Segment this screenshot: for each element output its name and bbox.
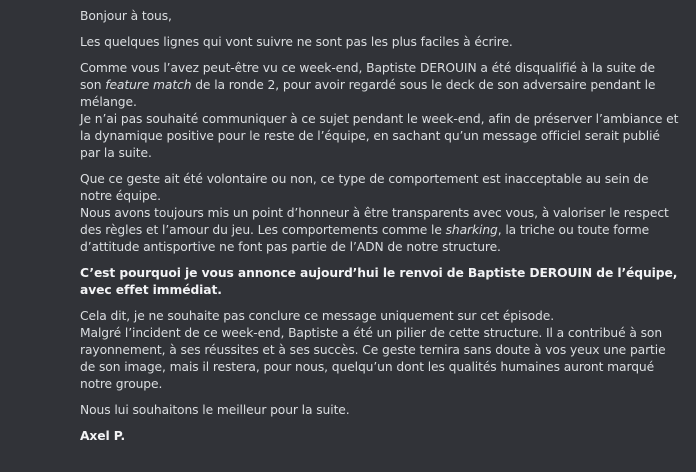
tribute-text-a: Cela dit, je ne souhaite pas conclure ce message uniquement sur cet épisode. [80,309,555,323]
greeting-text: Bonjour à tous, [80,9,172,23]
sharking-emphasis: sharking [445,223,498,237]
tribute-text-b: Malgré l’incident de ce week-end, Baptiste a été un pilier de cette structure. Il a contribué à son rayonnement, à ses réussites et à ses succès. Ce geste ternira sans doute à vos yeux une partie de son image, mais il restera, pour nous, quelqu’un dont les qualités humaines auront marqué notre groupe. [80,326,666,391]
values-paragraph [80,171,680,256]
feature-match-emphasis: feature match [105,78,192,92]
signature-text: Axel P. [80,429,126,443]
communication-text: Je n’ai pas souhaité communiquer à ce sujet pendant le week-end, afin de préserver l’ambiance et la dynamique positive pour le reste de l’équipe, en sachant qu’un message officiel serait publié par la suite. [80,112,679,160]
announcement-paragraph [80,265,680,299]
disqualification-text-b: de la ronde 2, pour avoir regardé sous le deck de son adversaire pendant le mélange. [80,78,656,109]
disqualification-text-a: Comme vous l’avez peut-être vu ce week-end, Baptiste DEROUIN a été disqualifié à la suite de son [80,61,655,92]
values-text-a: Que ce geste ait été volontaire ou non, ce type de comportement est inacceptable au sein de notre équipe. [80,172,649,203]
signature-paragraph [80,428,680,445]
closing-text: Nous lui souhaitons le meilleur pour la suite. [80,403,350,417]
disqualification-paragraph [80,60,680,162]
announcement-text: C’est pourquoi je vous annonce aujourd’hui le renvoi de Baptiste DEROUIN de l’équipe, avec effet immédiat. [80,266,678,297]
values-text-c: , la triche ou toute forme d’attitude antisportive ne font pas partie de l’ADN de notre structure. [80,223,650,254]
message-content [80,8,680,454]
intro-text: Les quelques lignes qui vont suivre ne sont pas les plus faciles à écrire. [80,35,513,49]
tribute-paragraph [80,308,680,393]
values-text-b: Nous avons toujours mis un point d’honneur à être transparents avec vous, à valoriser le respect des règles et l’amour du jeu. Les comportements comme le [80,206,669,237]
